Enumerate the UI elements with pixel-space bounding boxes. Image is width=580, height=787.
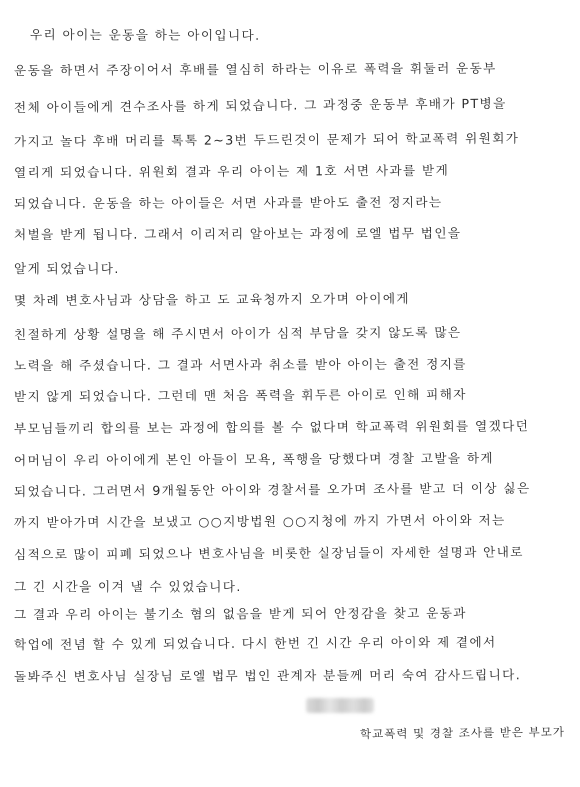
letter-line: 우리 아이는 운동을 하는 아이입니다. bbox=[29, 27, 261, 43]
letter-line: 까지 받아가며 시간을 보냈고 ○○지방법원 ○○지청에 까지 가면서 아이와 저는 bbox=[13, 512, 506, 530]
letter-line: 그 긴 시간을 이겨 낼 수 있었습니다. bbox=[14, 579, 242, 594]
letter-line: 학업에 전념 할 수 있게 되었습니다. 다시 한번 긴 시간 우리 아이와 제 곁에서 bbox=[13, 634, 497, 652]
letter-line: 되었습니다. 그러면서 9개월동안 아이와 경찰서를 오가며 조사를 받고 더 이상 싫은 bbox=[13, 480, 531, 499]
letter-line: 노력을 해 주셨습니다. 그 결과 서면사과 취소를 받아 아이는 출전 정지를 bbox=[13, 356, 467, 373]
letter-line: 가지고 놀다 후배 머리를 톡톡 2~3번 두드린것이 문제가 되어 학교폭력 위원회가 bbox=[13, 130, 520, 149]
letter-line: 열리게 되었습니다. 위원회 결과 우리 아이는 제 1호 서면 사과를 받게 bbox=[13, 162, 450, 180]
letter-line: 몇 차례 변호사님과 상담을 하고 도 교육청까지 오가며 아이에게 bbox=[13, 290, 410, 308]
letter-line: 친절하게 상황 설명을 해 주시면서 아이가 심적 부담을 갖지 않도록 많은 bbox=[13, 324, 462, 342]
letter-signature: 학교폭력 및 경찰 조사를 받은 부모가 bbox=[359, 724, 565, 741]
letter-line: 처벌을 받게 됩니다. 그래서 이리저리 알아보는 과정에 로엘 법무 법인을 bbox=[13, 225, 462, 242]
letter-line: 어머님이 우리 아이에게 본인 아들이 모욕, 폭행을 당했다며 경찰 고발을 하게 bbox=[13, 450, 494, 468]
letter-line: 돌봐주신 변호사님 실장님 로엘 법무 법인 관계자 분들께 머리 숙여 감사드립니다. bbox=[13, 667, 522, 684]
redacted-name-blur bbox=[306, 698, 374, 713]
letter-line: 알게 되었습니다. bbox=[14, 261, 120, 276]
letter-line: 부모님들끼리 합의를 보는 과정에 합의를 볼 수 없다며 학교폭력 위원회를 열겠다던 bbox=[13, 418, 530, 436]
letter-line: 받지 않게 되었습니다. 그런데 맨 처음 폭력을 휘두른 아이로 인해 피해자 bbox=[13, 386, 467, 404]
letter-line: 그 결과 우리 아이는 불기소 혐의 없음을 받게 되어 안정감을 찾고 운동과 bbox=[13, 605, 467, 622]
letter-line: 되었습니다. 운동을 하는 아이들은 서면 사과를 받아도 출전 정지라는 bbox=[13, 194, 443, 211]
letter-line: 심적으로 많이 피폐 되었으나 변호사님을 비롯한 실장님들이 자세한 설명과 안내로 bbox=[13, 544, 524, 562]
letter-line: 전체 아이들에게 견수조사를 하게 되었습니다. 그 과정중 운동부 후배가 PT병을 bbox=[13, 95, 507, 115]
letter-line: 운동을 하면서 주장이어서 후배를 열심히 하라는 이유로 폭력을 휘둘러 운동부 bbox=[13, 60, 497, 78]
